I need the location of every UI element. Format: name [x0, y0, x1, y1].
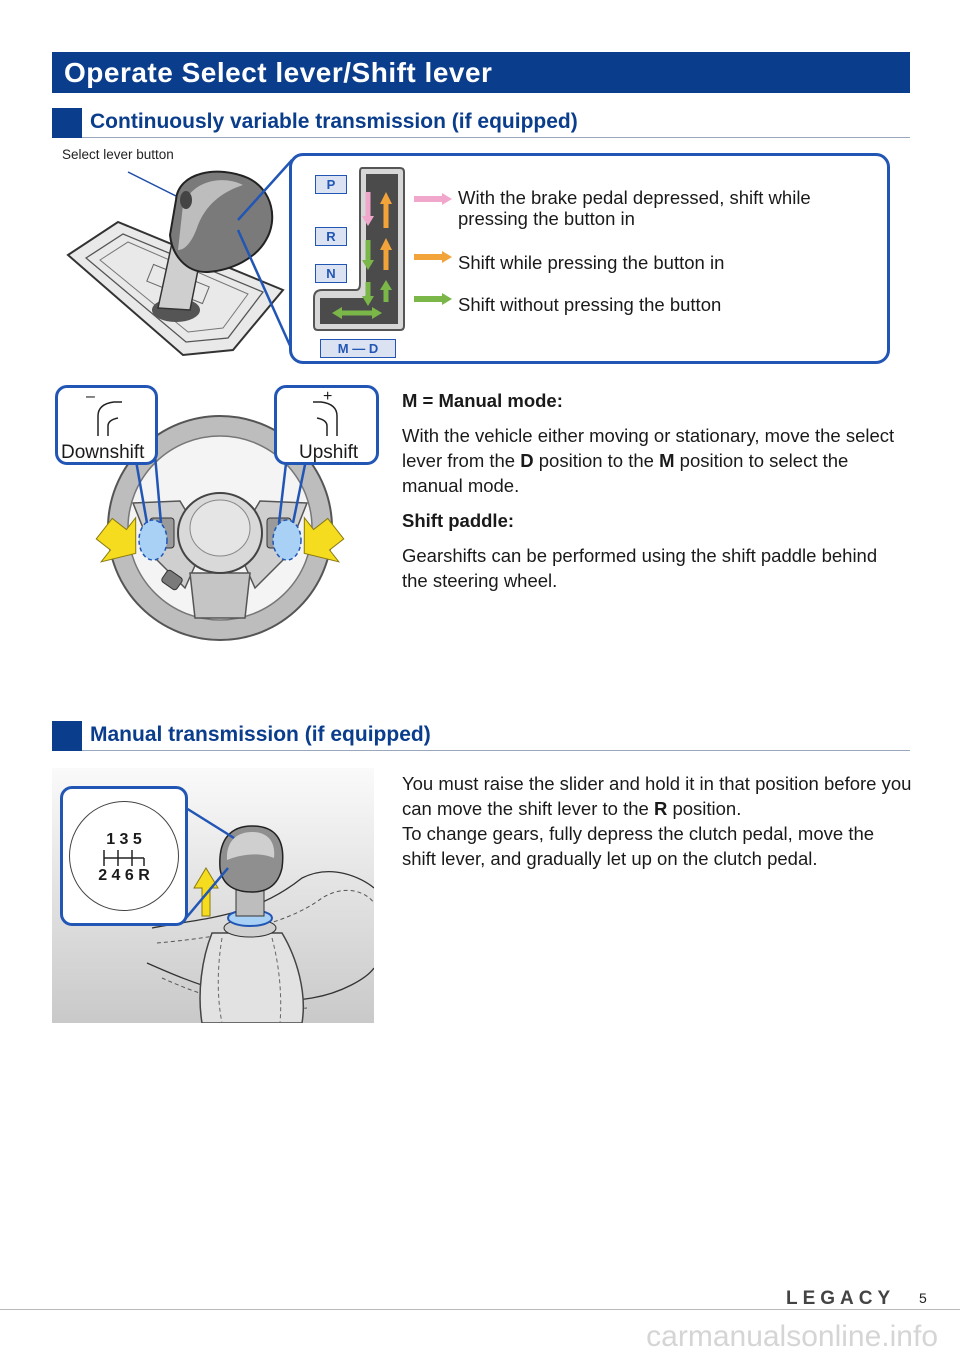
- manual-mode-text-b: position to the: [533, 450, 660, 471]
- manual-mode-block: [402, 388, 907, 603]
- manual-mode-text-d: D: [520, 450, 534, 471]
- manual-mode-heading: M = Manual mode:: [402, 390, 563, 411]
- manual-mode-text-a: With the vehicle either moving or stationary, move the select lever from the: [402, 425, 895, 471]
- shift-paddle-heading: Shift paddle:: [402, 510, 515, 531]
- shift-pattern-bubble: [60, 786, 188, 926]
- downshift-label: Downshift: [61, 442, 145, 463]
- heading-rule: [82, 137, 910, 138]
- upshift-bubble: [274, 385, 379, 465]
- legend-text-line1: With the brake pedal depressed, shift while: [458, 187, 811, 208]
- manual-transmission-text: [402, 771, 912, 871]
- legend-arrow-orange-icon: [414, 251, 452, 263]
- select-lever-button-callout: Select lever button: [62, 147, 174, 162]
- brand-logo: LEGACY: [786, 1288, 896, 1309]
- gate-label-p: P: [315, 175, 347, 194]
- manual-mode-text: [402, 423, 907, 498]
- footer-rule: [0, 1309, 960, 1310]
- page-title: Operate Select lever/Shift lever: [52, 52, 910, 93]
- legend-item-button: Shift while pressing the button in: [458, 252, 725, 273]
- manual-mode-text-c: position to select the manual mode.: [402, 450, 849, 496]
- downshift-bubble: [55, 385, 158, 465]
- section-heading-mt-text: Manual transmission (if equipped): [90, 723, 431, 746]
- legend-item-no-button: Shift without pressing the button: [458, 294, 722, 315]
- legend-arrow-pink-icon: [414, 193, 452, 205]
- mt-text-c: To change gears, fully depress the clutch pedal, move the shift lever, and gradually let up on the clutch pedal.: [402, 823, 875, 869]
- shift-pattern-bottom: 2 4 6 R: [98, 867, 150, 884]
- legend-text-line2: pressing the button in: [458, 208, 635, 229]
- gate-label-md: M — D: [320, 339, 396, 358]
- heading-square-icon: [52, 108, 82, 138]
- manual-shifter-illustration: [52, 768, 374, 1023]
- shift-pattern-top: 1 3 5: [106, 831, 142, 848]
- paddle-minus-label: –: [86, 388, 95, 405]
- section-heading-cvt-text: Continuously variable transmission (if equipped): [90, 110, 578, 133]
- legend-item-brake-button: [458, 187, 811, 229]
- upshift-label: Upshift: [299, 442, 359, 463]
- section-heading-mt: [52, 721, 910, 751]
- page-number: 5: [919, 1290, 927, 1306]
- section-heading-cvt: [52, 108, 910, 138]
- gate-label-n: N: [315, 264, 347, 283]
- heading-square-icon: [52, 721, 82, 751]
- shift-paddle-text: Gearshifts can be performed using the shift paddle behind the steering wheel.: [402, 545, 878, 591]
- mt-text-b: position.: [667, 798, 742, 819]
- watermark: carmanualsonline.info: [646, 1320, 938, 1353]
- legend-arrow-green-icon: [414, 293, 452, 305]
- paddle-plus-label: +: [323, 388, 333, 405]
- gate-label-r: R: [315, 227, 347, 246]
- heading-rule: [82, 750, 910, 751]
- manual-mode-text-m: M: [659, 450, 675, 471]
- mt-text-r: R: [653, 798, 668, 819]
- shift-gate-pattern-icon: [101, 849, 147, 867]
- mt-text-a: You must raise the slider and hold it in that position before you can move the shift lever to the: [402, 773, 912, 819]
